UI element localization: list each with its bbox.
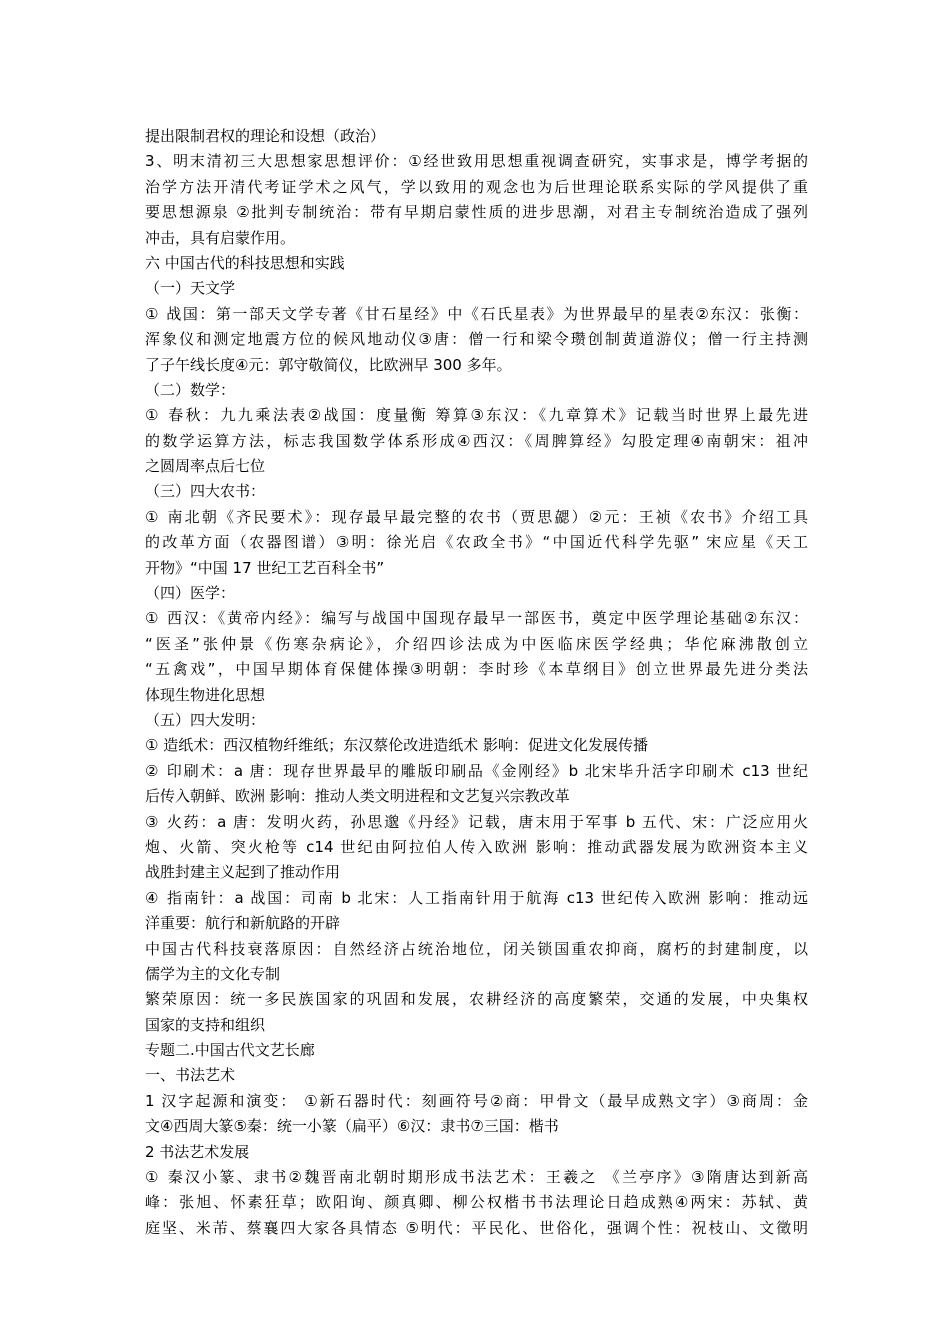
text-line: ① 秦汉小篆、隶书②魏晋南北朝时期形成书法艺术：王羲之 《兰亭序》③隋唐达到新高 xyxy=(145,1168,808,1187)
text-line: 文④西周大篆⑤秦：统一小篆（扁平）⑥汉：隶书⑦三国：楷书 xyxy=(145,1117,559,1136)
text-line: 冲击，具有启蒙作用。 xyxy=(145,228,296,247)
subsection-heading: 一、书法艺术 xyxy=(145,1066,236,1085)
text-line: 峰：张旭、怀素狂草；欧阳询、颜真卿、柳公权楷书书法理论日趋成熟④两宋：苏轼、黄 xyxy=(145,1193,808,1212)
text-line: 炮、火箭、突火枪等 c14 世纪由阿拉伯人传入欧洲 影响：推动武器发展为欧洲资本主义 xyxy=(145,837,808,856)
text-line: 开物》“中国 17 世纪工艺百科全书” xyxy=(145,558,385,577)
text-line: 洋重要：航行和新航路的开辟 xyxy=(145,914,341,933)
text-line: 体现生物进化思想 xyxy=(145,685,266,704)
text-line: 战胜封建主义起到了推动作用 xyxy=(145,863,341,882)
text-line: 之圆周率点后七位 xyxy=(145,457,266,476)
text-line: 繁荣原因：统一多民族国家的巩固和发展，农耕经济的高度繁荣，交通的发展，中央集权 xyxy=(145,990,808,1009)
text-line: 3、明末清初三大思想家思想评价：①经世致用思想重视调查研究，实事求是，博学考据的 xyxy=(145,152,808,171)
document-body xyxy=(145,124,808,1241)
section-heading: 六 中国古代的科技思想和实践 xyxy=(145,253,345,272)
text-line: ③ 火药：a 唐：发明火药，孙思邈《丹经》记载，唐末用于军事 b 五代、宋：广泛应用火 xyxy=(145,812,808,831)
text-line: 提出限制君权的理论和设想（政治） xyxy=(145,127,386,145)
section-heading: 专题二.中国古代文艺长廊 xyxy=(145,1041,315,1060)
text-line: 国家的支持和组织 xyxy=(145,1015,266,1034)
text-line: 浑象仪和测定地震方位的候风地动仪③唐：僧一行和梁令瓒创制黄道游仪；僧一行主持测 xyxy=(145,330,808,349)
text-line: “医圣”张仲景《伤寒杂病论》，介绍四诊法成为中医临床医学经典；华佗麻沸散创立 xyxy=(145,634,808,653)
text-line: ④ 指南针：a 战国：司南 b 北宋：人工指南针用于航海 c13 世纪传入欧洲 影响：推动远 xyxy=(145,888,808,907)
text-line: 中国古代科技衰落原因：自然经济占统治地位，闭关锁国重农抑商，腐朽的封建制度，以 xyxy=(145,939,808,958)
text-line: 儒学为主的文化专制 xyxy=(145,964,281,983)
text-line: 治学方法开清代考证学术之风气，学以致用的观念也为后世理论联系实际的学风提供了重 xyxy=(145,177,808,196)
text-line: 了子午线长度④元：郭守敬简仪，比欧洲早 300 多年。 xyxy=(145,355,512,374)
text-line: 后传入朝鲜、欧洲 影响：推动人类文明进程和文艺复兴宗教改革 xyxy=(145,787,570,806)
text-line: 的改革方面（农器图谱）③明：徐光启《农政全书》“中国近代科学先驱” 宋应星《天工 xyxy=(145,533,808,552)
text-line: ② 印刷术：a 唐：现存世界最早的雕版印刷品《金刚经》b 北宋毕升活字印刷术 c13 世纪 xyxy=(145,761,808,780)
text-line: 庭坚、米芾、蔡襄四大家各具情态 ⑤明代：平民化、世俗化，强调个性：祝枝山、文徵明 xyxy=(145,1218,808,1237)
text-line: 1 汉字起源和演变： ①新石器时代：刻画符号②商：甲骨文（最早成熟文字）③商周：金 xyxy=(145,1091,808,1110)
text-line: 的数学运算方法，标志我国数学体系形成④西汉：《周脾算经》勾股定理④南朝宋：祖冲 xyxy=(145,431,808,450)
subsection-heading: （一）天文学 xyxy=(145,279,236,298)
text-line: ① 战国：第一部天文学专著《甘石星经》中《石氏星表》为世界最早的星表②东汉：张衡： xyxy=(145,304,808,323)
subsection-heading: （二）数学： xyxy=(145,380,236,399)
text-line: ① 西汉：《黄帝内经》：编写与战国中国现存最早一部医书，奠定中医学理论基础②东汉： xyxy=(145,609,808,628)
subsection-heading: 2 书法艺术发展 xyxy=(145,1142,250,1161)
subsection-heading: （四）医学： xyxy=(145,584,236,603)
text-line: ① 造纸术：西汉植物纤维纸；东汉蔡伦改进造纸术 影响：促进文化发展传播 xyxy=(145,736,648,755)
text-line: “五禽戏”，中国早期体育保健体操③明朝：李时珍《本草纲目》创立世界最先进分类法 xyxy=(145,660,808,679)
subsection-heading: （五）四大发明： xyxy=(145,710,266,729)
text-line: 要思想源泉 ②批判专制统治：带有早期启蒙性质的进步思潮，对君主专制统治造成了强列 xyxy=(145,203,808,222)
text-line: ① 南北朝《齐民要术》：现存最早最完整的农书（贾思勰）②元：王祯《农书》介绍工具 xyxy=(145,507,808,526)
text-line: ① 春秋：九九乘法表②战国：度量衡 筹算③东汉：《九章算术》记载当时世界上最先进 xyxy=(145,406,808,425)
subsection-heading: （三）四大农书： xyxy=(145,482,266,501)
